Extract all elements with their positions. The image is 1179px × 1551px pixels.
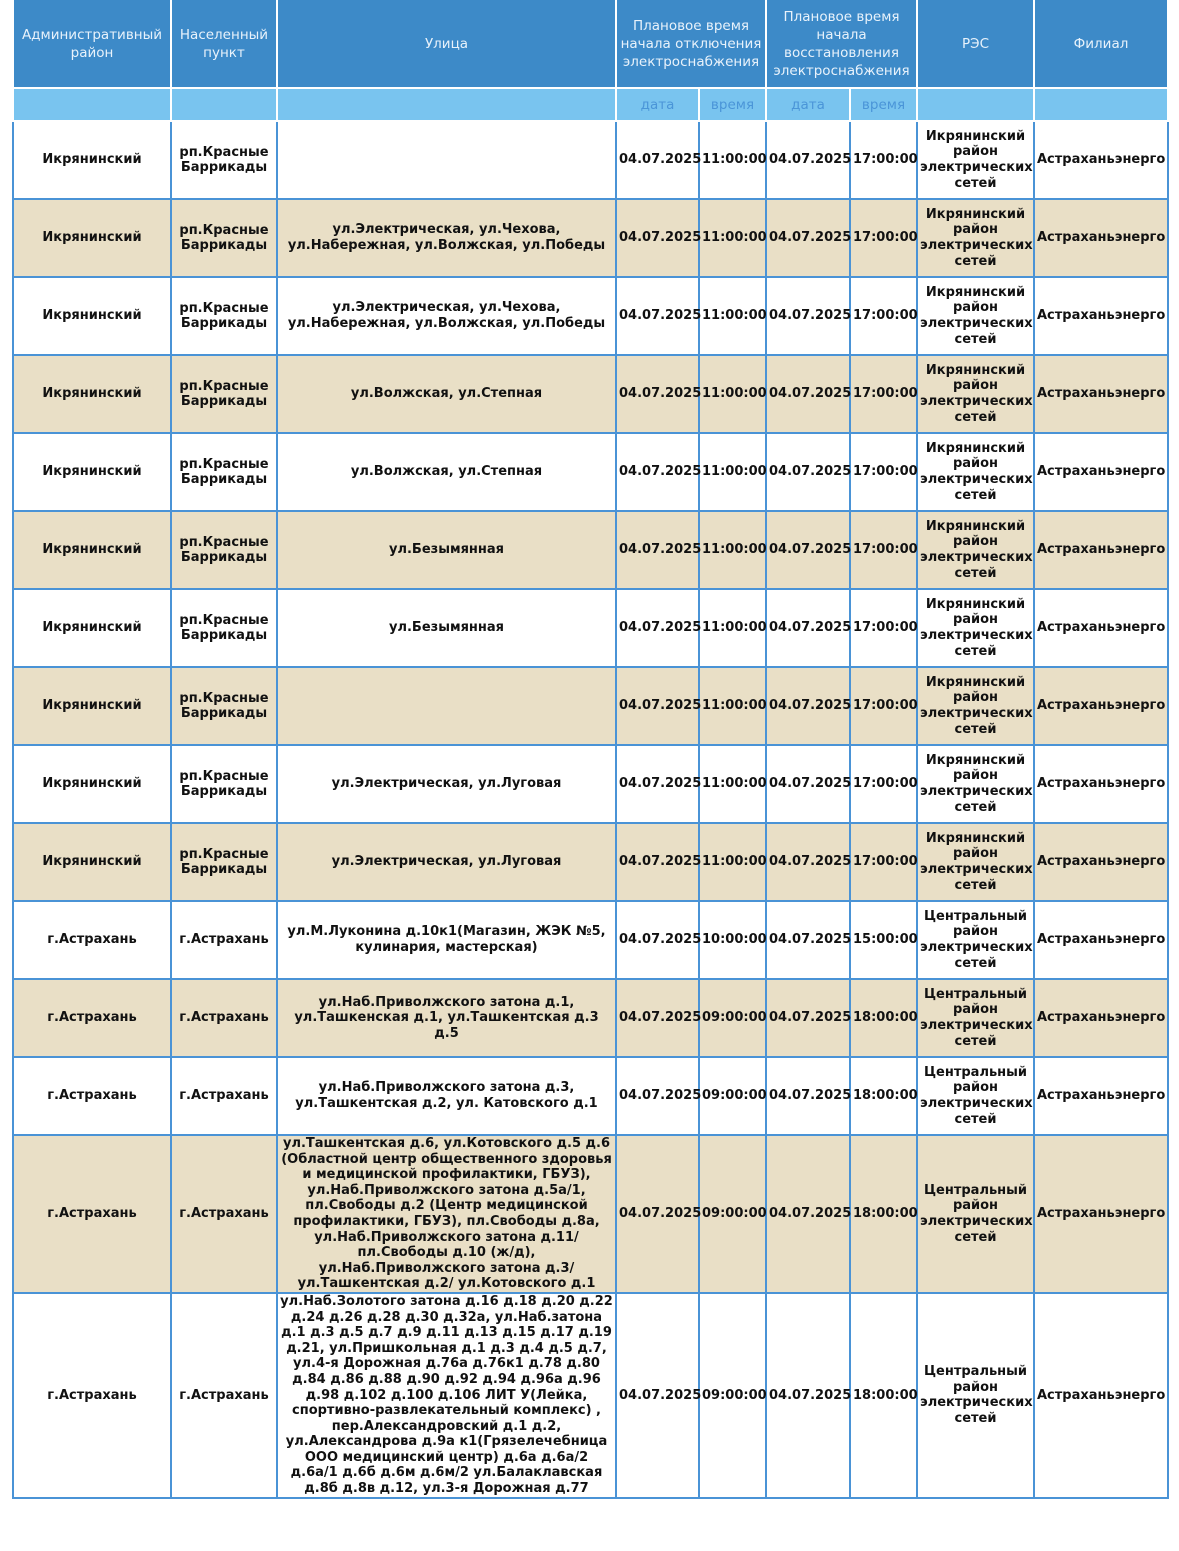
cell-off-date: 04.07.2025 bbox=[616, 121, 699, 199]
table-row bbox=[13, 1135, 1168, 1293]
subheader-row bbox=[13, 88, 1168, 121]
cell-on-date: 04.07.2025 bbox=[766, 1057, 850, 1135]
cell-locality: рп.Красные Баррикады bbox=[171, 667, 277, 745]
cell-off-time: 09:00:00 bbox=[699, 1135, 766, 1293]
cell-off-time: 11:00:00 bbox=[699, 589, 766, 667]
cell-off-time: 09:00:00 bbox=[699, 1293, 766, 1498]
subheader-empty bbox=[13, 88, 171, 121]
cell-district: Икрянинский bbox=[13, 511, 171, 589]
cell-street: ул.Безымянная bbox=[277, 511, 616, 589]
cell-on-date: 04.07.2025 bbox=[766, 1135, 850, 1293]
cell-branch: Астраханьэнерго bbox=[1034, 823, 1168, 901]
cell-locality: г.Астрахань bbox=[171, 1135, 277, 1293]
cell-on-time: 17:00:00 bbox=[850, 433, 917, 511]
subheader-off-time: время bbox=[699, 88, 766, 121]
cell-locality: рп.Красные Баррикады bbox=[171, 121, 277, 199]
cell-branch: Астраханьэнерго bbox=[1034, 667, 1168, 745]
subheader-on-date: дата bbox=[766, 88, 850, 121]
cell-street: ул.Волжская, ул.Степная bbox=[277, 433, 616, 511]
cell-on-time: 17:00:00 bbox=[850, 589, 917, 667]
table-row bbox=[13, 277, 1168, 355]
cell-res: Центральный район электрических сетей bbox=[917, 1293, 1034, 1498]
cell-branch: Астраханьэнерго bbox=[1034, 199, 1168, 277]
cell-district: г.Астрахань bbox=[13, 979, 171, 1057]
subheader-empty bbox=[277, 88, 616, 121]
cell-res: Икрянинский район электрических сетей bbox=[917, 121, 1034, 199]
cell-district: г.Астрахань bbox=[13, 1293, 171, 1498]
cell-on-date: 04.07.2025 bbox=[766, 823, 850, 901]
cell-off-date: 04.07.2025 bbox=[616, 355, 699, 433]
cell-locality: рп.Красные Баррикады bbox=[171, 511, 277, 589]
cell-on-date: 04.07.2025 bbox=[766, 277, 850, 355]
cell-res: Икрянинский район электрических сетей bbox=[917, 277, 1034, 355]
cell-branch: Астраханьэнерго bbox=[1034, 277, 1168, 355]
cell-district: Икрянинский bbox=[13, 121, 171, 199]
cell-street: ул.Волжская, ул.Степная bbox=[277, 355, 616, 433]
header-res: РЭС bbox=[917, 0, 1034, 88]
table-row bbox=[13, 511, 1168, 589]
subheader-empty bbox=[917, 88, 1034, 121]
cell-street: ул.М.Луконина д.10к1(Магазин, ЖЭК №5, кулинария, мастерская) bbox=[277, 901, 616, 979]
cell-res: Икрянинский район электрических сетей bbox=[917, 199, 1034, 277]
cell-locality: рп.Красные Баррикады bbox=[171, 199, 277, 277]
cell-on-time: 17:00:00 bbox=[850, 667, 917, 745]
cell-district: Икрянинский bbox=[13, 745, 171, 823]
cell-locality: г.Астрахань bbox=[171, 1293, 277, 1498]
cell-off-date: 04.07.2025 bbox=[616, 745, 699, 823]
table-row bbox=[13, 433, 1168, 511]
cell-off-date: 04.07.2025 bbox=[616, 589, 699, 667]
cell-on-time: 17:00:00 bbox=[850, 823, 917, 901]
cell-branch: Астраханьэнерго bbox=[1034, 433, 1168, 511]
cell-street: ул.Электрическая, ул.Луговая bbox=[277, 823, 616, 901]
cell-on-time: 17:00:00 bbox=[850, 277, 917, 355]
cell-off-time: 11:00:00 bbox=[699, 277, 766, 355]
cell-branch: Астраханьэнерго bbox=[1034, 589, 1168, 667]
table-row bbox=[13, 667, 1168, 745]
cell-off-time: 11:00:00 bbox=[699, 745, 766, 823]
header-district: Административный район bbox=[13, 0, 171, 88]
cell-branch: Астраханьэнерго bbox=[1034, 1135, 1168, 1293]
cell-on-time: 18:00:00 bbox=[850, 979, 917, 1057]
cell-off-time: 09:00:00 bbox=[699, 979, 766, 1057]
cell-on-date: 04.07.2025 bbox=[766, 979, 850, 1057]
cell-res: Центральный район электрических сетей bbox=[917, 1057, 1034, 1135]
cell-off-date: 04.07.2025 bbox=[616, 1057, 699, 1135]
cell-res: Икрянинский район электрических сетей bbox=[917, 745, 1034, 823]
cell-locality: рп.Красные Баррикады bbox=[171, 589, 277, 667]
cell-on-date: 04.07.2025 bbox=[766, 745, 850, 823]
header-street: Улица bbox=[277, 0, 616, 88]
cell-locality: рп.Красные Баррикады bbox=[171, 355, 277, 433]
cell-off-date: 04.07.2025 bbox=[616, 1135, 699, 1293]
cell-district: Икрянинский bbox=[13, 823, 171, 901]
cell-on-time: 18:00:00 bbox=[850, 1293, 917, 1498]
cell-off-time: 11:00:00 bbox=[699, 823, 766, 901]
cell-district: г.Астрахань bbox=[13, 1135, 171, 1293]
cell-street: ул.Электрическая, ул.Чехова, ул.Набережная, ул.Волжская, ул.Победы bbox=[277, 277, 616, 355]
cell-off-time: 11:00:00 bbox=[699, 667, 766, 745]
cell-on-time: 17:00:00 bbox=[850, 199, 917, 277]
table-row bbox=[13, 745, 1168, 823]
header-row bbox=[13, 0, 1168, 88]
header-on-time: Плановое время начала восстановления электроснабжения bbox=[766, 0, 917, 88]
cell-district: Икрянинский bbox=[13, 589, 171, 667]
cell-street bbox=[277, 667, 616, 745]
outage-schedule-table bbox=[12, 0, 1169, 1499]
cell-on-date: 04.07.2025 bbox=[766, 511, 850, 589]
cell-on-date: 04.07.2025 bbox=[766, 121, 850, 199]
cell-branch: Астраханьэнерго bbox=[1034, 901, 1168, 979]
cell-on-date: 04.07.2025 bbox=[766, 901, 850, 979]
cell-on-date: 04.07.2025 bbox=[766, 1293, 850, 1498]
table-row bbox=[13, 121, 1168, 199]
header-locality: Населенный пункт bbox=[171, 0, 277, 88]
cell-branch: Астраханьэнерго bbox=[1034, 121, 1168, 199]
subheader-empty bbox=[1034, 88, 1168, 121]
cell-on-time: 18:00:00 bbox=[850, 1057, 917, 1135]
cell-locality: рп.Красные Баррикады bbox=[171, 433, 277, 511]
table-row bbox=[13, 901, 1168, 979]
cell-off-time: 11:00:00 bbox=[699, 355, 766, 433]
table-row bbox=[13, 1293, 1168, 1498]
header-off-time: Плановое время начала отключения электроснабжения bbox=[616, 0, 766, 88]
cell-res: Икрянинский район электрических сетей bbox=[917, 823, 1034, 901]
cell-locality: г.Астрахань bbox=[171, 901, 277, 979]
cell-locality: г.Астрахань bbox=[171, 979, 277, 1057]
table-row bbox=[13, 1057, 1168, 1135]
cell-off-time: 11:00:00 bbox=[699, 433, 766, 511]
cell-district: Икрянинский bbox=[13, 667, 171, 745]
cell-off-date: 04.07.2025 bbox=[616, 823, 699, 901]
cell-off-time: 11:00:00 bbox=[699, 121, 766, 199]
cell-off-date: 04.07.2025 bbox=[616, 667, 699, 745]
cell-street: ул.Электрическая, ул.Луговая bbox=[277, 745, 616, 823]
table-row bbox=[13, 823, 1168, 901]
cell-branch: Астраханьэнерго bbox=[1034, 979, 1168, 1057]
cell-locality: рп.Красные Баррикады bbox=[171, 277, 277, 355]
cell-street bbox=[277, 121, 616, 199]
cell-district: г.Астрахань bbox=[13, 1057, 171, 1135]
subheader-empty bbox=[171, 88, 277, 121]
cell-locality: рп.Красные Баррикады bbox=[171, 745, 277, 823]
cell-locality: г.Астрахань bbox=[171, 1057, 277, 1135]
cell-off-time: 11:00:00 bbox=[699, 199, 766, 277]
cell-branch: Астраханьэнерго bbox=[1034, 355, 1168, 433]
cell-district: г.Астрахань bbox=[13, 901, 171, 979]
cell-locality: рп.Красные Баррикады bbox=[171, 823, 277, 901]
cell-branch: Астраханьэнерго bbox=[1034, 1057, 1168, 1135]
cell-on-date: 04.07.2025 bbox=[766, 199, 850, 277]
cell-street: ул.Безымянная bbox=[277, 589, 616, 667]
cell-off-date: 04.07.2025 bbox=[616, 433, 699, 511]
cell-res: Центральный район электрических сетей bbox=[917, 901, 1034, 979]
table-row bbox=[13, 199, 1168, 277]
cell-res: Икрянинский район электрических сетей bbox=[917, 589, 1034, 667]
cell-res: Икрянинский район электрических сетей bbox=[917, 433, 1034, 511]
cell-district: Икрянинский bbox=[13, 355, 171, 433]
subheader-off-date: дата bbox=[616, 88, 699, 121]
cell-on-date: 04.07.2025 bbox=[766, 355, 850, 433]
header-branch: Филиал bbox=[1034, 0, 1168, 88]
table-row bbox=[13, 589, 1168, 667]
cell-on-time: 17:00:00 bbox=[850, 121, 917, 199]
cell-off-date: 04.07.2025 bbox=[616, 277, 699, 355]
cell-on-time: 17:00:00 bbox=[850, 745, 917, 823]
cell-on-time: 15:00:00 bbox=[850, 901, 917, 979]
cell-on-time: 18:00:00 bbox=[850, 1135, 917, 1293]
cell-branch: Астраханьэнерго bbox=[1034, 1293, 1168, 1498]
cell-res: Центральный район электрических сетей bbox=[917, 979, 1034, 1057]
cell-street: ул.Электрическая, ул.Чехова, ул.Набережная, ул.Волжская, ул.Победы bbox=[277, 199, 616, 277]
table-row bbox=[13, 979, 1168, 1057]
cell-off-date: 04.07.2025 bbox=[616, 1293, 699, 1498]
cell-district: Икрянинский bbox=[13, 433, 171, 511]
cell-off-date: 04.07.2025 bbox=[616, 511, 699, 589]
cell-off-time: 10:00:00 bbox=[699, 901, 766, 979]
cell-street: ул.Ташкентская д.6, ул.Котовского д.5 д.6 (Областной центр общественного здоровья и медицинской профилактики, ГБУЗ), ул.Наб.Приволжского затона д.5а/1, пл.Свободы д.2 (Центр медицинской профилактики, ГБУЗ), пл.Свободы д.8а, ул.Наб.Приволжского затона д.11/ пл.Свободы д.10 (ж/д), ул.Наб.Приволжского затона д.3/ ул.Ташкентская д.2/ ул.Котовского д.1 bbox=[277, 1135, 616, 1293]
cell-res: Икрянинский район электрических сетей bbox=[917, 511, 1034, 589]
cell-off-date: 04.07.2025 bbox=[616, 979, 699, 1057]
cell-off-date: 04.07.2025 bbox=[616, 901, 699, 979]
cell-street: ул.Наб.Золотого затона д.16 д.18 д.20 д.22 д.24 д.26 д.28 д.30 д.32а, ул.Наб.затона д.1 д.3 д.5 д.7 д.9 д.11 д.13 д.15 д.17 д.19 д.21, ул.Пришкольная д.1 д.3 д.4 д.5 д.7, ул.4-я Дорожная д.76а д.76к1 д.78 д.80 д.84 д.86 д.88 д.90 д.92 д.94 д.96а д.96 д.98 д.102 д.100 д.106 ЛИТ У(Лейка, спортивно-развлекательный комплекс) , пер.Александровский д.1 д.2, ул.Александрова д.9а к1(Грязелечебница ООО медицинский центр) д.6а д.6а/2 д.6а/1 д.6б д.6м д.6м/2 ул.Балаклавская д.8б д.8в д.12, ул.3-я Дорожная д.77 bbox=[277, 1293, 616, 1498]
cell-on-date: 04.07.2025 bbox=[766, 589, 850, 667]
subheader-on-time: время bbox=[850, 88, 917, 121]
cell-branch: Астраханьэнерго bbox=[1034, 511, 1168, 589]
cell-on-time: 17:00:00 bbox=[850, 511, 917, 589]
cell-off-time: 11:00:00 bbox=[699, 511, 766, 589]
cell-on-date: 04.07.2025 bbox=[766, 667, 850, 745]
cell-district: Икрянинский bbox=[13, 199, 171, 277]
cell-off-date: 04.07.2025 bbox=[616, 199, 699, 277]
cell-on-date: 04.07.2025 bbox=[766, 433, 850, 511]
cell-res: Икрянинский район электрических сетей bbox=[917, 355, 1034, 433]
cell-res: Икрянинский район электрических сетей bbox=[917, 667, 1034, 745]
cell-off-time: 09:00:00 bbox=[699, 1057, 766, 1135]
cell-street: ул.Наб.Приволжского затона д.3, ул.Ташкентская д.2, ул. Катовского д.1 bbox=[277, 1057, 616, 1135]
cell-res: Центральный район электрических сетей bbox=[917, 1135, 1034, 1293]
cell-on-time: 17:00:00 bbox=[850, 355, 917, 433]
table-row bbox=[13, 355, 1168, 433]
cell-street: ул.Наб.Приволжского затона д.1, ул.Ташкенская д.1, ул.Ташкентская д.3 д.5 bbox=[277, 979, 616, 1057]
cell-branch: Астраханьэнерго bbox=[1034, 745, 1168, 823]
cell-district: Икрянинский bbox=[13, 277, 171, 355]
